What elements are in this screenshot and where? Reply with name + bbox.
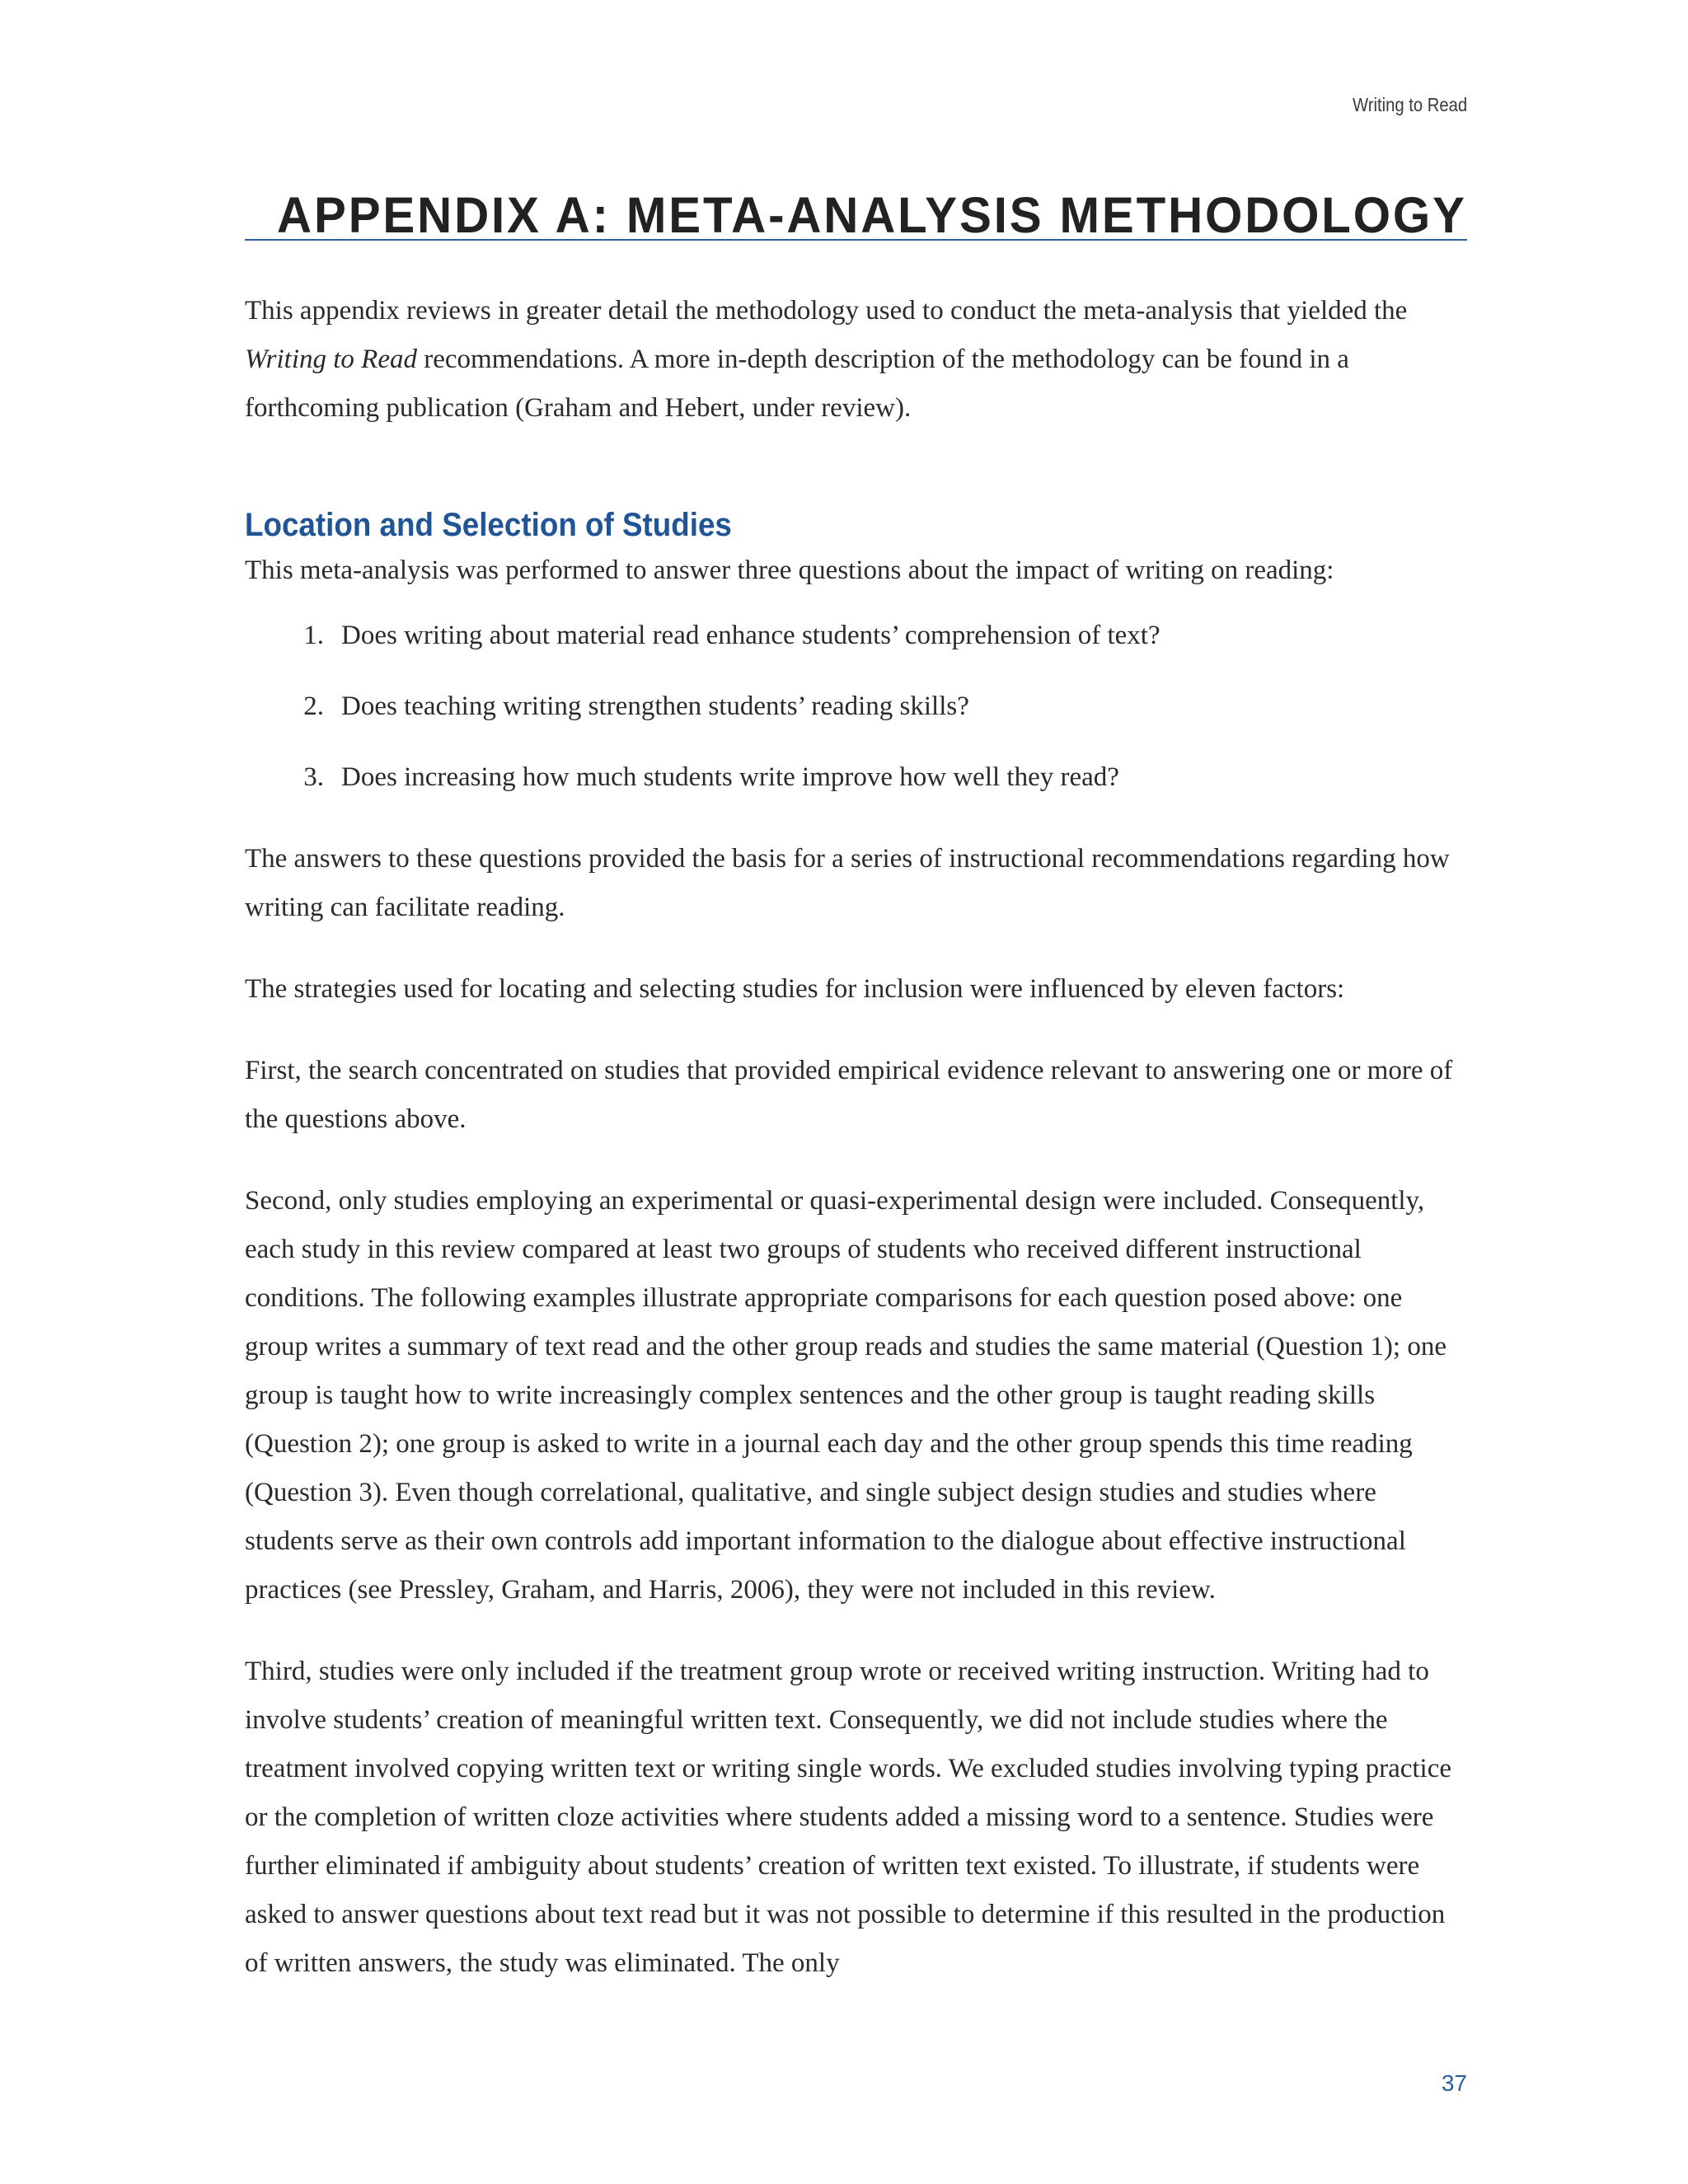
page-title: APPENDIX A: META-ANALYSIS METHODOLOGY: [277, 187, 1467, 243]
question-text: Does increasing how much students write improve how well they read?: [341, 762, 1119, 792]
question-number: 2.: [303, 691, 324, 721]
list-item: [245, 753, 1469, 802]
intro-text-1: This appendix reviews in greater detail the methodology used to conduct the meta-analysis that yielded the: [245, 296, 1408, 326]
question-number: 1.: [303, 621, 324, 650]
body-paragraph: First, the search concentrated on studies that provided empirical evidence relevant to answering one or more of the questions above.: [245, 1056, 1453, 1134]
question-list: [245, 612, 1469, 802]
intro-report-title: Writing to Read: [245, 344, 417, 374]
body-paragraph: The strategies used for locating and selecting studies for inclusion were influenced by eleven factors:: [245, 974, 1345, 1004]
section-heading: Location and Selection of Studies: [245, 507, 732, 543]
list-item: [245, 682, 1469, 731]
body-paragraph: Second, only studies employing an experimental or quasi-experimental design were included. Consequently, each study in this review compared at least two groups of students who received different instructional conditions. The following examples illustrate appropriate comparisons for each question posed above: one group writes a summary of text read and the other group reads and studies the same material (Question 1); one group is taught how to write increasingly complex sentences and the other group is taught reading skills (Question 2); one group is asked to write in a journal each day and the other group spends this time reading (Question 3). Even though correlational, qualitative, and single subject design studies and studies where students serve as their own controls add important information to the dialogue about effective instructional practices (see Pressley, Graham, and Harris, 2006), they were not included in this review.: [245, 1186, 1447, 1605]
body-paragraph: The answers to these questions provided the basis for a series of instructional recommendations regarding how writing can facilitate reading.: [245, 844, 1450, 922]
running-header: Writing to Read: [1352, 94, 1467, 115]
section-lead: This meta-analysis was performed to answer three questions about the impact of writing on reading:: [245, 555, 1334, 585]
intro-paragraph: [245, 287, 1469, 433]
intro-text-2: recommendations. A more in-depth description of the methodology can be found in a forthcoming publication (Graham and Hebert, under review).: [245, 344, 1349, 423]
body-paragraph: Third, studies were only included if the treatment group wrote or received writing instruction. Writing had to involve students’ creation of meaningful written text. Consequently, we did not include studies where the treatment involved copying written text or writing single words. We excluded studies involving typing practice or the completion of written cloze activities where students added a missing word to a sentence. Studies were further eliminated if ambiguity about students’ creation of written text existed. To illustrate, if students were asked to answer questions about text read but it was not possible to determine if this resulted in the production of written answers, the study was eliminated. The only: [245, 1657, 1452, 1978]
page-number: 37: [1441, 2070, 1467, 2096]
question-text: Does writing about material read enhance students’ comprehension of text?: [341, 621, 1160, 650]
question-text: Does teaching writing strengthen students’ reading skills?: [341, 691, 969, 721]
list-item: [245, 612, 1469, 660]
page-content: [245, 287, 1469, 2021]
question-number: 3.: [303, 762, 324, 792]
title-rule: [245, 186, 1467, 241]
